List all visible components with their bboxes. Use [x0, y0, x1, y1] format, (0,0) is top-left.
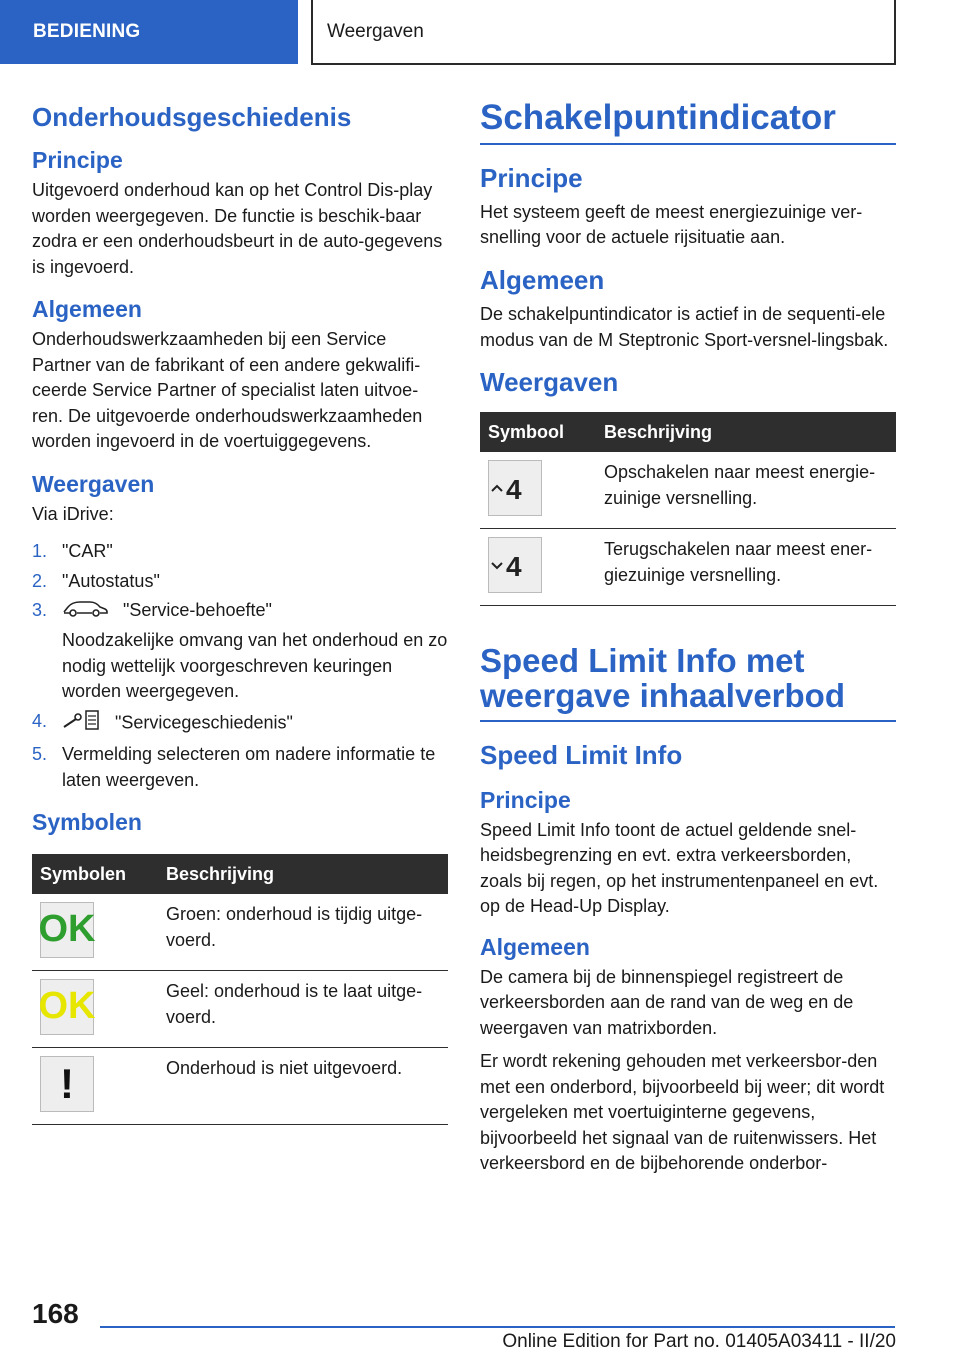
table-row [32, 1048, 448, 1125]
step-number: 5. [32, 744, 48, 764]
general-heading: Algemeen [32, 296, 142, 322]
list-item [32, 539, 448, 565]
principle-text: Het systeem geeft de meest energiezuinige ver-snelling voor de actuele rijsituatie aan. [480, 201, 863, 248]
step-text: "Servicegeschiedenis" [115, 712, 293, 732]
steps-list [32, 539, 448, 793]
page-number: 168 [32, 1298, 79, 1329]
shift-table [480, 412, 896, 606]
table-cell-description: Geel: onderhoud is te laat uitge-voerd. [158, 971, 448, 1048]
table-row [32, 894, 448, 971]
principle-heading: Principe [32, 147, 123, 173]
svg-text:4: 4 [506, 474, 522, 504]
step-text: "CAR" [62, 541, 113, 561]
display-heading: Weergaven [480, 367, 619, 398]
page-title-shift-indicator: Schakelpuntindicator [480, 100, 896, 145]
exclamation-icon: ! [40, 1056, 94, 1112]
table-cell-description: Terugschakelen naar meest ener-giezuinige versnelling. [596, 529, 896, 606]
general-text: De camera bij de binnenspiegel registreert de verkeersborden aan de rand van de weg en de weergaven van matrixborden. [480, 966, 854, 1038]
display-intro: Via iDrive: [32, 503, 114, 524]
left-column [32, 100, 448, 1125]
step-number: 1. [32, 541, 48, 561]
wrench-list-icon [62, 709, 100, 739]
section-tab: BEDIENING [0, 0, 298, 64]
page-title-maintenance-history: Onderhoudsgeschiedenis [32, 102, 352, 132]
general-text: De schakelpuntindicator is actief in de sequenti-ele modus van de M Steptronic Sport-versnel-lingsbak. [480, 304, 889, 350]
step-number: 4. [32, 710, 48, 731]
table-header-symbol: Symbool [480, 412, 596, 452]
list-item [32, 742, 448, 793]
symbols-heading: Symbolen [32, 809, 142, 835]
table-row [32, 971, 448, 1048]
step-text: Vermelding selecteren om nadere informatie te laten weergeven. [62, 744, 436, 790]
speed-limit-info-title: Speed Limit Info met weergave inhaalverbod [480, 644, 896, 721]
general-heading: Algemeen [480, 264, 605, 295]
list-item [32, 709, 448, 739]
footer-edition: Online Edition for Part no. 01405A03411 - II/20 [502, 1331, 896, 1352]
table-header-description: Beschrijving [596, 412, 896, 452]
downshift-4-icon [488, 537, 542, 593]
step-text: "Service-behoefte" [123, 600, 272, 620]
symbols-table [32, 854, 448, 1125]
table-row [480, 529, 896, 606]
footer-divider [100, 1326, 895, 1328]
step-number: 2. [32, 570, 48, 591]
table-cell-description: Groen: onderhoud is tijdig uitge-voerd. [158, 894, 448, 971]
list-item [32, 569, 448, 595]
general-text: Onderhoudswerkzaamheden bij een Service Partner van de fabrikant of een andere gekwalifi-ceerde Service Partner of specialist laten uitvoe-ren. De uitgevoerde onderhoudswerkzaamheden worden ingevoerd in de voertuiggegevens. [32, 329, 423, 451]
step-extra-text: Noodzakelijke omvang van het onderhoud en zo nodig wettelijk voorgeschreven keuringen worden weergegeven. [62, 630, 448, 701]
table-cell-description: Onderhoud is niet uitgevoerd. [158, 1048, 448, 1125]
principle-text: Uitgevoerd onderhoud kan op het Control Dis-play worden weergegeven. De functie is beschik-baar zodra er een onderhoudsbeurt in de auto-gegevens is ingevoerd. [32, 180, 443, 277]
display-heading: Weergaven [32, 470, 155, 497]
step-text: "Autostatus" [62, 570, 160, 591]
table-row [480, 452, 896, 529]
principle-text: Speed Limit Info toont de actuel geldende snel-heidsbegrenzing en evt. extra verkeersborden, zoals bij regen, op het instrumentenpaneel en evt. op de Head-Up Display. [480, 819, 879, 917]
ok-yellow-icon: OK [40, 979, 94, 1035]
list-item [32, 598, 448, 705]
chapter-title: Weergaven [311, 0, 896, 65]
step-number: 3. [32, 600, 48, 620]
svg-text:4: 4 [506, 551, 522, 581]
principle-heading: Principe [480, 786, 571, 813]
car-outline-icon [62, 599, 108, 625]
right-column [480, 100, 896, 1185]
general-text-continued: Er wordt rekening gehouden met verkeersbor-den met een onderbord, bijvoorbeeld bij weer; dit wordt vergeleken met voertuiginterne gegevens, bijvoorbeeld het signaal van de ruitenwissers. Het verkeersbord en de bijbehorende onderbor- [480, 1051, 885, 1174]
upshift-4-icon [488, 460, 542, 516]
table-header-symbol: Symbolen [32, 854, 158, 894]
ok-green-icon: OK [40, 902, 94, 958]
table-cell-description: Opschakelen naar meest energie-zuinige versnelling. [596, 452, 896, 529]
table-header-description: Beschrijving [158, 854, 448, 894]
principle-heading: Principe [480, 162, 583, 193]
general-heading: Algemeen [480, 933, 590, 960]
speed-limit-info-subtitle: Speed Limit Info [480, 739, 683, 770]
